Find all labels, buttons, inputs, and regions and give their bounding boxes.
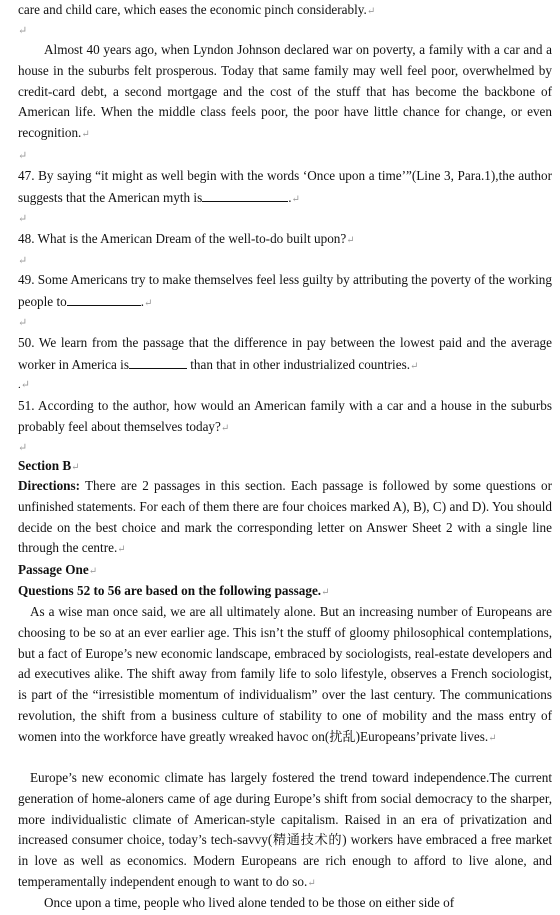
section-b-heading: Section B↵	[18, 458, 80, 473]
empty-line-mark: ↵	[18, 255, 28, 267]
answer-blank-49	[67, 291, 141, 306]
empty-line-mark: ↵	[18, 213, 28, 225]
answer-blank-50	[129, 354, 187, 369]
question-47: 47. By saying “it might as well begin with the words ‘Once upon a time’”(Line 3, Para.1),the author suggests that the American myth is .↵	[18, 168, 552, 205]
paragraph-alone: As a wise man once said, we are all ultimately alone. But an increasing number of Europeans are choosing to be so at an ever earlier age. This isn’t the stuff of gloomy philosophical contemplations, but a fact of Europe’s new economic landscape, embraced by sociologists, real-estate developers and ad executives alike. The shift away from family life to solo lifestyle, observes a French sociologist, is part of the “irresistible momentum of individualism” over the last century. The communications revolution, the shift from a business culture of stability to one of mobility and the mass entry of women into the workforce have greatly wreaked havoc on(扰乱)Europeans’private lives.↵	[18, 604, 552, 744]
answer-blank-47	[202, 187, 288, 202]
question-50: 50. We learn from the passage that the difference in pay between the lowest paid and the average worker in America is than that in other industrialized countries.↵	[18, 335, 552, 372]
question-51: 51. According to the author, how would an American family with a car and a house in the suburbs probably feel about themselves today?↵	[18, 398, 552, 434]
paragraph-johnson: Almost 40 years ago, when Lyndon Johnson declared war on poverty, a family with a car and a house in the suburbs felt prosperous. Today that same family may well feel poor, overwhelmed by credit-card debt, a second mortgage and the cost of the stuff that has become the backbone of American life. When the middle class feels poor, the poor have little chance for change, or even recognition.↵	[18, 42, 552, 141]
stray-dot-line: .↵	[18, 379, 30, 391]
empty-line-mark: ↵	[18, 150, 28, 162]
empty-line-mark: ↵	[18, 317, 28, 329]
directions: Directions: There are 2 passages in this section. Each passage is followed by some questions or unfinished statements. For each of them there are four choices marked A), B), C) and D). You should decide on the best choice and mark the corresponding letter on Answer Sheet 2 with a single line through the centre.↵	[18, 478, 552, 556]
empty-line-mark: ↵	[18, 25, 28, 37]
question-49: 49. Some Americans try to make themselves feel less guilty by attributing the poverty of the working people to .↵	[18, 272, 552, 309]
paragraph-once: Once upon a time, people who lived alone tended to be those on either side of	[44, 895, 455, 910]
empty-line-mark: ↵	[18, 442, 28, 454]
questions-heading: Questions 52 to 56 are based on the following passage.↵	[18, 583, 330, 598]
question-48: 48. What is the American Dream of the well-to-do built upon?↵	[18, 231, 355, 246]
paragraph-fragment: care and child care, which eases the economic pinch considerably.↵	[18, 2, 376, 17]
paragraph-climate: Europe’s new economic climate has largely fostered the trend toward independence.The current generation of home-aloners came of age during Europe’s shift from social democracy to the sharper, more individualistic climate of American-style capitalism. Raised in an era of privatization and increased consumer choice, today’s tech-savvy(精通技术的) workers have embraced a free market in love as well as economics. Modern Europeans are rich enough to afford to live alone, and temperamentally independent enough to want to do so.↵	[18, 770, 552, 889]
passage-one-heading: Passage One↵	[18, 562, 98, 577]
